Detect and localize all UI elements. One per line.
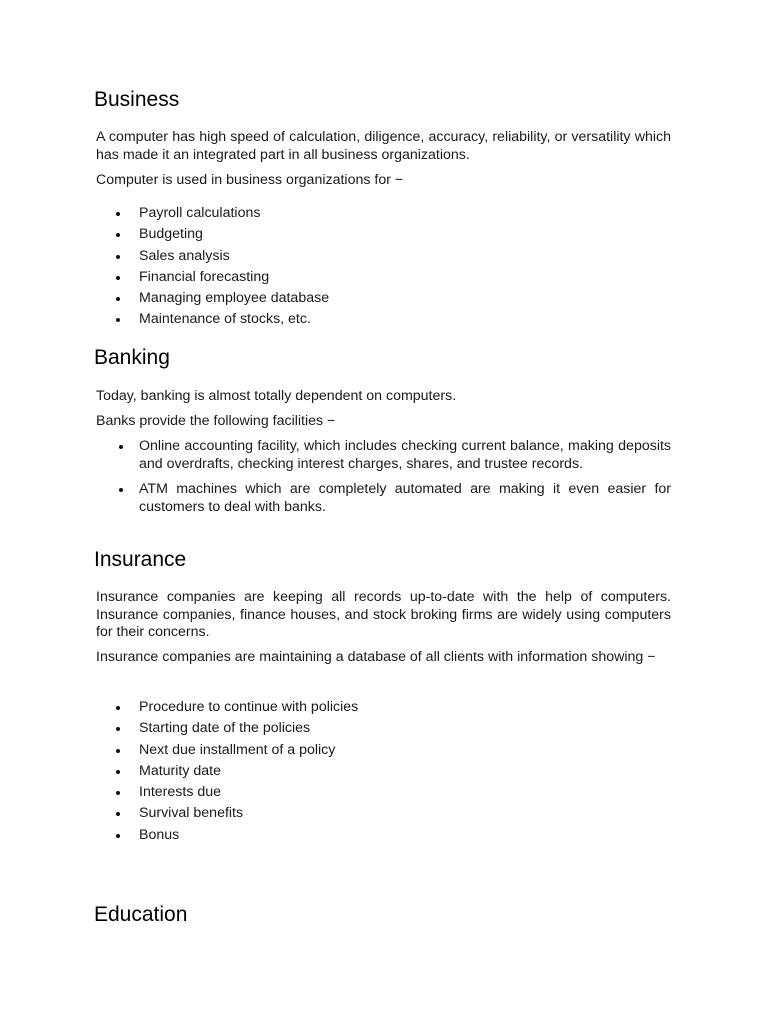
insurance-paragraph-2: Insurance companies are maintaining a database of all clients with information showing − xyxy=(96,649,656,665)
banking-list xyxy=(0,438,671,516)
list-item: Next due installment of a policy xyxy=(0,740,358,761)
list-item: Financial forecasting xyxy=(0,267,329,288)
business-paragraph-1: A computer has high speed of calculation, diligence, accuracy, reliability, or versatility which has made it an integrated part in all business organizations. xyxy=(96,129,671,163)
banking-paragraph-1: Today, banking is almost totally dependent on computers. xyxy=(96,388,457,404)
banking-paragraph-2: Banks provide the following facilities − xyxy=(96,413,336,429)
list-item-text: ATM machines which are completely automated are making it even easier for customers to deal with banks. xyxy=(139,481,671,515)
business-paragraph-2: Computer is used in business organizations for − xyxy=(96,172,404,188)
education-heading: Education xyxy=(94,903,188,926)
list-item: Maintenance of stocks, etc. xyxy=(0,309,329,330)
list-item: Procedure to continue with policies xyxy=(0,697,358,718)
business-list xyxy=(0,203,329,331)
list-item-text: Online accounting facility, which includes checking current balance, making deposits and overdrafts, checking interest charges, shares, and trustee records. xyxy=(139,438,671,472)
list-item: Sales analysis xyxy=(0,246,329,267)
insurance-paragraph-1: Insurance companies are keeping all records up-to-date with the help of computers. Insurance companies, finance houses, and stock broking firms are widely using computers for their concerns. xyxy=(96,589,671,640)
business-heading: Business xyxy=(94,88,180,111)
list-item: Starting date of the policies xyxy=(0,718,358,739)
banking-heading: Banking xyxy=(94,346,170,369)
list-item xyxy=(0,481,671,516)
list-item: Budgeting xyxy=(0,224,329,245)
insurance-list xyxy=(0,697,358,846)
list-item: Survival benefits xyxy=(0,803,358,824)
list-item: Maturity date xyxy=(0,761,358,782)
list-item: Managing employee database xyxy=(0,288,329,309)
list-item: Payroll calculations xyxy=(0,203,329,224)
list-item xyxy=(0,438,671,473)
list-item: Interests due xyxy=(0,782,358,803)
list-item: Bonus xyxy=(0,825,358,846)
insurance-heading: Insurance xyxy=(94,548,187,571)
